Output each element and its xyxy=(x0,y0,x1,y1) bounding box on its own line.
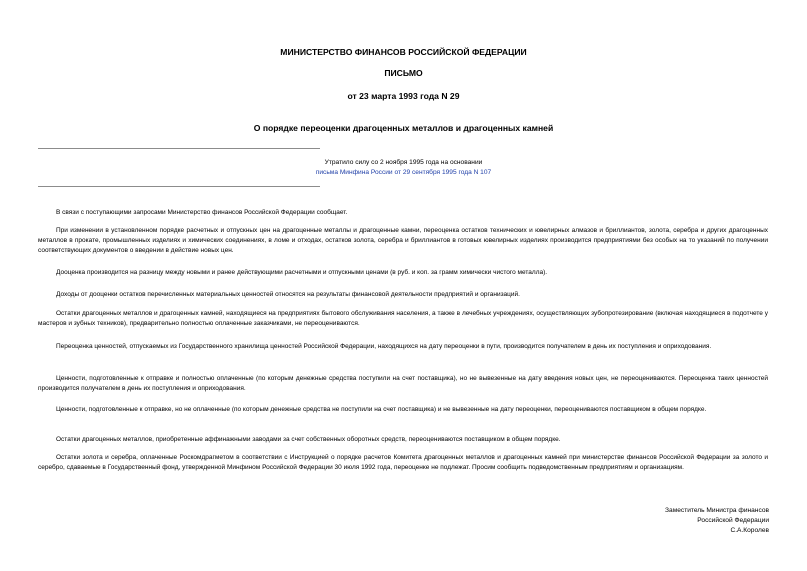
document-type: ПИСЬМО xyxy=(384,68,423,78)
divider-top xyxy=(38,148,320,149)
signature-block xyxy=(665,506,769,536)
status-link[interactable]: письма Минфина России от 29 сентября 1995 года N 107 xyxy=(315,169,492,176)
status-note: Утратило силу со 2 ноября 1995 года на основании xyxy=(324,159,483,166)
paragraph: Остатки золота и серебра, оплаченные Роскомдрагметом в соответствии с Инструкцией о порядке расчетов Комитета драгоценных металлов и драгоценных камней при министерстве финансов Российской Федерации за золото и серебро, сдаваемые в Государственный фонд, утвержденной Минфином Российской Федерации 30 июля 1992 года, переоценке не подлежат. Просим сообщить подведомственным предприятиям и организациям. xyxy=(38,454,768,471)
signer-title: Заместитель Министра финансов xyxy=(665,507,769,514)
paragraph: В связи с поступающими запросами Министерство финансов Российской Федерации сообщает. xyxy=(56,209,348,216)
paragraph: Дооценка производится на разницу между новыми и ранее действующими расчетными и отпускными ценами (в руб. и коп. за грамм химически чистого металла). xyxy=(56,269,548,276)
signer-name: С.А.Королев xyxy=(730,527,769,534)
divider-bottom xyxy=(38,186,320,187)
paragraph: Ценности, подготовленные к отправке, но не оплаченные (по которым денежные средства не поступили на счет поставщика) и не вывезенные на дату переоценки, переоцениваются поставщиком в общем порядке. xyxy=(56,406,707,413)
document-date: от 23 марта 1993 года N 29 xyxy=(347,91,460,101)
paragraph: Остатки драгоценных металлов, приобретенные аффинажными заводами за счет собственных оборотных средств, переоцениваются поставщиком в общем порядке. xyxy=(56,436,561,443)
paragraph: Остатки драгоценных металлов и драгоценных камней, находящиеся на предприятиях бытового обслуживания населения, а также в лечебных учреждениях, осуществляющих зубопротезирование (включая находящиеся в подотчете у мастеров и зубных техников), предварительно полностью оплаченные заказчиками, не переоцениваются. xyxy=(38,310,768,327)
signer-org: Российской Федерации xyxy=(697,517,769,524)
paragraph: Ценности, подготовленные к отправке и полностью оплаченные (по которым денежные средства поступили на счет поставщика), но не вывезенные на дату введения новых цен, не переоцениваются. Переоценка таких ценностей производится получателем в день их поступления и оприходования. xyxy=(38,375,768,392)
ministry-name: МИНИСТЕРСТВО ФИНАНСОВ РОССИЙСКОЙ ФЕДЕРАЦИИ xyxy=(280,47,527,57)
paragraph: При изменении в установленном порядке расчетных и отпускных цен на драгоценные металлы и драгоценные камни, переоценка остатков технических и ювелирных алмазов и бриллиантов, золота, серебра и других драгоценных металлов в прокате, промышленных изделиях и химических соединениях, в ломе и отходах, остатков золота, серебра и бриллиантов в готовых ювелирных изделиях производится предприятиями без особых на то указаний по получении соответствующих документов о введении в действие новых цен. xyxy=(38,227,768,254)
document-subject: О порядке переоценки драгоценных металлов и драгоценных камней xyxy=(253,123,554,133)
paragraph: Переоценка ценностей, отпускаемых из Государственного хранилища ценностей Российской Федерации, находящихся на дату переоценки в пути, производится получателем в день их поступления и оприходования. xyxy=(56,343,712,350)
paragraph: Доходы от дооценки остатков перечисленных материальных ценностей относятся на результаты финансовой деятельности предприятий и организаций. xyxy=(56,291,520,298)
